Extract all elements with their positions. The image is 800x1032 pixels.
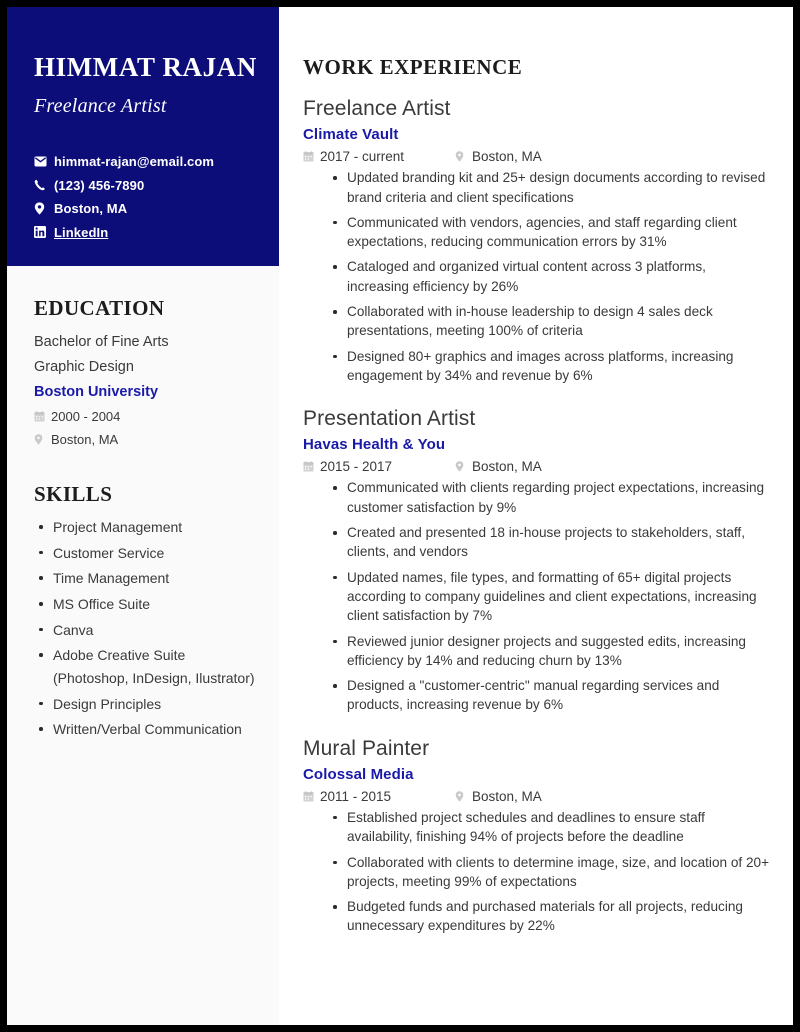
list-item: Collaborated with in-house leadership to design 4 sales deck presentations, meeting 100% of criteria — [333, 302, 771, 341]
education-school[interactable]: Boston University — [34, 383, 159, 400]
education-dates-text: 2000 - 2004 — [51, 408, 121, 424]
list-item: Design Principles — [34, 693, 257, 716]
education-heading: EDUCATION — [34, 296, 165, 320]
phone-icon — [34, 179, 54, 191]
contact-phone-text: (123) 456-7890 — [54, 177, 145, 193]
job-company[interactable]: Havas Health & You — [303, 436, 446, 454]
skills-list — [34, 516, 257, 741]
job-meta — [303, 459, 771, 474]
resume-page — [7, 7, 793, 1025]
calendar-icon — [34, 411, 51, 422]
sidebar — [7, 7, 279, 1025]
list-item: Updated branding kit and 25+ design documents according to revised brand criteria and client specifications — [333, 168, 771, 207]
sidebar-body — [7, 266, 279, 741]
list-item: Communicated with clients regarding project expectations, increasing customer satisfaction by 9% — [333, 478, 771, 517]
job-bullet-list — [303, 478, 771, 714]
headline-subtitle: Freelance Artist — [34, 95, 167, 118]
education-location-text: Boston, MA — [51, 431, 119, 447]
job-bullet-list — [303, 808, 771, 936]
job-company[interactable]: Climate Vault — [303, 126, 399, 144]
contact-item-location — [34, 197, 279, 221]
list-item: Written/Verbal Communication — [34, 718, 257, 741]
location-pin-icon — [34, 202, 54, 215]
list-item: Budgeted funds and purchased materials for all projects, reducing unnecessary expenditures by 22% — [333, 897, 771, 936]
list-item: Time Management — [34, 567, 257, 590]
job-title: Mural Painter — [303, 736, 430, 760]
job-meta — [303, 149, 771, 164]
education-dates-row — [34, 405, 257, 428]
job-dates — [303, 459, 455, 474]
contact-location-text: Boston, MA — [54, 201, 128, 217]
list-item: Project Management — [34, 516, 257, 539]
calendar-icon — [303, 461, 320, 472]
job-dates-text: 2017 - current — [320, 149, 405, 165]
list-item: Updated names, file types, and formatting of 65+ digital projects according to company guidelines and client expectations, increasing client satisfaction by 7% — [333, 568, 771, 626]
skills-heading: SKILLS — [34, 482, 113, 507]
job-dates — [303, 149, 455, 164]
list-item: Communicated with vendors, agencies, and staff regarding client expectations, reducing communication errors by 31% — [333, 213, 771, 252]
job-entry — [303, 406, 771, 715]
job-meta — [303, 789, 771, 804]
job-title: Presentation Artist — [303, 407, 476, 431]
list-item: Established project schedules and deadlines to ensure staff availability, finishing 94% of projects before the deadline — [333, 808, 771, 847]
job-company[interactable]: Colossal Media — [303, 765, 414, 783]
linkedin-icon — [34, 226, 54, 238]
job-location — [455, 789, 542, 804]
contact-email-text: himmat-rajan@email.com — [54, 154, 215, 170]
job-dates — [303, 789, 455, 804]
calendar-icon — [303, 791, 320, 802]
contact-list — [34, 150, 279, 244]
contact-item-phone[interactable] — [34, 174, 279, 198]
contact-item-linkedin[interactable] — [34, 221, 279, 245]
list-item: Collaborated with clients to determine image, size, and location of 20+ projects, meeting 99% of expectations — [333, 853, 771, 892]
list-item: MS Office Suite — [34, 593, 257, 616]
education-section — [34, 266, 257, 451]
job-location-text: Boston, MA — [472, 788, 542, 804]
main-content — [279, 7, 793, 1025]
list-item: Canva — [34, 619, 257, 642]
job-entry — [303, 736, 771, 936]
contact-linkedin-text[interactable]: LinkedIn — [54, 224, 109, 240]
location-pin-icon — [455, 791, 472, 802]
sidebar-header — [7, 7, 279, 266]
skills-section — [34, 451, 257, 741]
list-item: Cataloged and organized virtual content across 3 platforms, increasing efficiency by 26% — [333, 257, 771, 296]
list-item: Adobe Creative Suite (Photoshop, InDesign, Ilustrator) — [34, 644, 257, 689]
job-location — [455, 459, 542, 474]
location-pin-icon — [34, 434, 51, 445]
calendar-icon — [303, 151, 320, 162]
education-degree: Bachelor of Fine Arts — [34, 334, 169, 350]
work-experience-heading: WORK EXPERIENCE — [303, 55, 523, 79]
job-entry — [303, 96, 771, 385]
job-title: Freelance Artist — [303, 97, 451, 120]
list-item: Designed 80+ graphics and images across platforms, increasing engagement by 34% and revenue by 6% — [333, 347, 771, 386]
location-pin-icon — [455, 151, 472, 162]
location-pin-icon — [455, 461, 472, 472]
job-bullet-list — [303, 168, 771, 385]
contact-item-email[interactable] — [34, 150, 279, 174]
job-dates-text: 2015 - 2017 — [320, 459, 393, 475]
job-location — [455, 149, 542, 164]
list-item: Created and presented 18 in-house projects to stakeholders, staff, clients, and vendors — [333, 523, 771, 562]
list-item: Designed a "customer-centric" manual regarding services and products, increasing revenue by 6% — [333, 676, 771, 715]
education-location-row — [34, 428, 257, 451]
list-item: Customer Service — [34, 542, 257, 565]
job-location-text: Boston, MA — [472, 149, 542, 165]
job-dates-text: 2011 - 2015 — [320, 788, 392, 804]
job-location-text: Boston, MA — [472, 459, 542, 475]
education-field: Graphic Design — [34, 358, 134, 375]
list-item: Reviewed junior designer projects and suggested edits, increasing efficiency by 14% and reducing churn by 13% — [333, 632, 771, 671]
envelope-icon — [34, 156, 54, 167]
page-title: HIMMAT RAJAN — [34, 52, 257, 82]
